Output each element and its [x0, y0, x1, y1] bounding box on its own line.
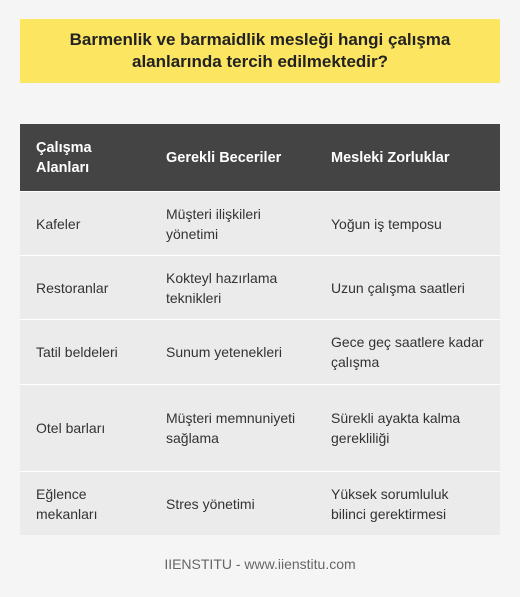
column-header-challenges: Mesleki Zorluklar	[315, 124, 500, 192]
table-row	[20, 192, 500, 256]
table-cell: Stres yönetimi	[150, 472, 315, 536]
table-cell: Yoğun iş temposu	[315, 192, 500, 256]
table-header-row	[20, 124, 500, 192]
column-header-required-skills: Gerekli Beceriler	[150, 124, 315, 192]
table-cell: Tatil beldeleri	[20, 320, 150, 385]
table-cell: Gece geç saatlere kadar çalışma	[315, 320, 500, 385]
info-table	[20, 124, 500, 535]
table-cell: Sürekli ayakta kalma gerekliliği	[315, 385, 500, 472]
table-cell: Restoranlar	[20, 256, 150, 320]
table-cell: Sunum yetenekleri	[150, 320, 315, 385]
table-cell: Eğlence mekanları	[20, 472, 150, 536]
table-cell: Müşteri ilişkileri yönetimi	[150, 192, 315, 256]
table-row	[20, 472, 500, 536]
column-header-work-areas: Çalışma Alanları	[20, 124, 150, 192]
table-cell: Otel barları	[20, 385, 150, 472]
table-cell: Kafeler	[20, 192, 150, 256]
page-title: Barmenlik ve barmaidlik mesleği hangi çalışma alanlarında tercih edilmektedir?	[69, 30, 451, 71]
table-row	[20, 320, 500, 385]
table-cell: Müşteri memnuniyeti sağlama	[150, 385, 315, 472]
footer-credit: IIENSTITU - www.iienstitu.com	[164, 556, 356, 572]
table-row	[20, 256, 500, 320]
title-banner	[20, 19, 500, 83]
table-row	[20, 385, 500, 472]
table-cell: Kokteyl hazırlama teknikleri	[150, 256, 315, 320]
table-cell: Yüksek sorumluluk bilinci gerektirmesi	[315, 472, 500, 536]
table-cell: Uzun çalışma saatleri	[315, 256, 500, 320]
